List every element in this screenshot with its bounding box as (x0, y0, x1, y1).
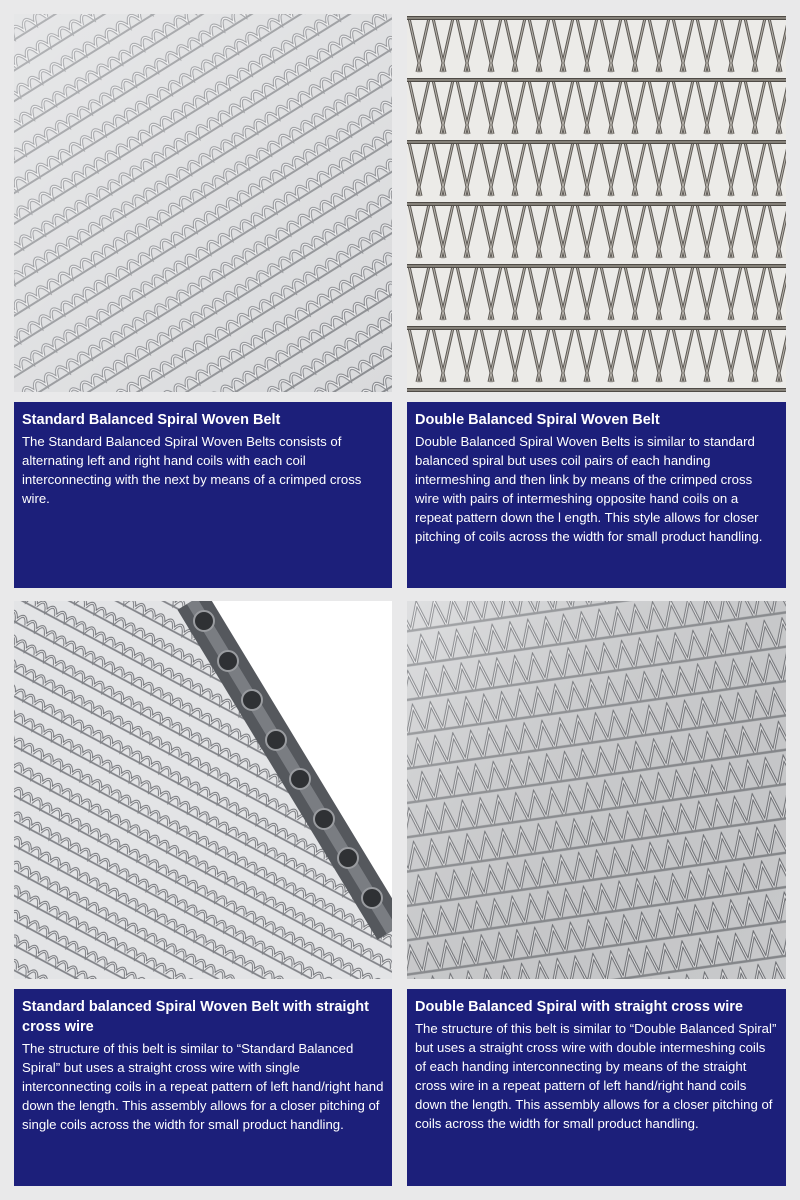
chain-edge-spiral-mesh-photo (14, 601, 392, 979)
double-spiral-straight-wire-mesh-photo (407, 601, 786, 979)
product-caption (14, 989, 392, 1186)
product-description: The Standard Balanced Spiral Woven Belts consists of alternating left and right hand coils with each coil interconnecting with the next by means of a crimped cross wire. (22, 434, 362, 506)
product-caption (14, 402, 392, 588)
product-description: The structure of this belt is similar to “Double Balanced Spiral” but uses a straight cross wire with double intermeshing coils of each handing interconnecting by means of the straight cross wire in a repeat pattern of left hand/right hand coils down the length. This assembly allows for a closer pitching of coils across the width for small product handling. (415, 1021, 777, 1131)
product-caption (407, 402, 786, 588)
product-title: Standard balanced Spiral Woven Belt with straight cross wire (22, 999, 369, 1035)
product-description: The structure of this belt is similar to “Standard Balanced Spiral” but uses a straight cross wire with single interconnecting coils in a repeat pattern of left hand/right hand down the length. This assembly allows for a closer pitching of single coils across the width for small product handling. (22, 1041, 384, 1132)
balanced-spiral-mesh-photo (14, 14, 392, 392)
product-title: Double Balanced Spiral Woven Belt (415, 412, 660, 428)
product-description: Double Balanced Spiral Woven Belts is similar to standard balanced spiral but uses coil pairs of each handing intermeshing and then link by means of the crimped cross wire with pairs of intermeshing opposite hand coils on a repeat pattern down the l ength. This style allows for closer pitching of coils across the width for small product handling. (415, 434, 763, 544)
double-balanced-spiral-mesh-photo (407, 14, 786, 392)
product-title: Double Balanced Spiral with straight cross wire (415, 999, 743, 1015)
product-title: Standard Balanced Spiral Woven Belt (22, 412, 281, 428)
product-caption (407, 989, 786, 1186)
